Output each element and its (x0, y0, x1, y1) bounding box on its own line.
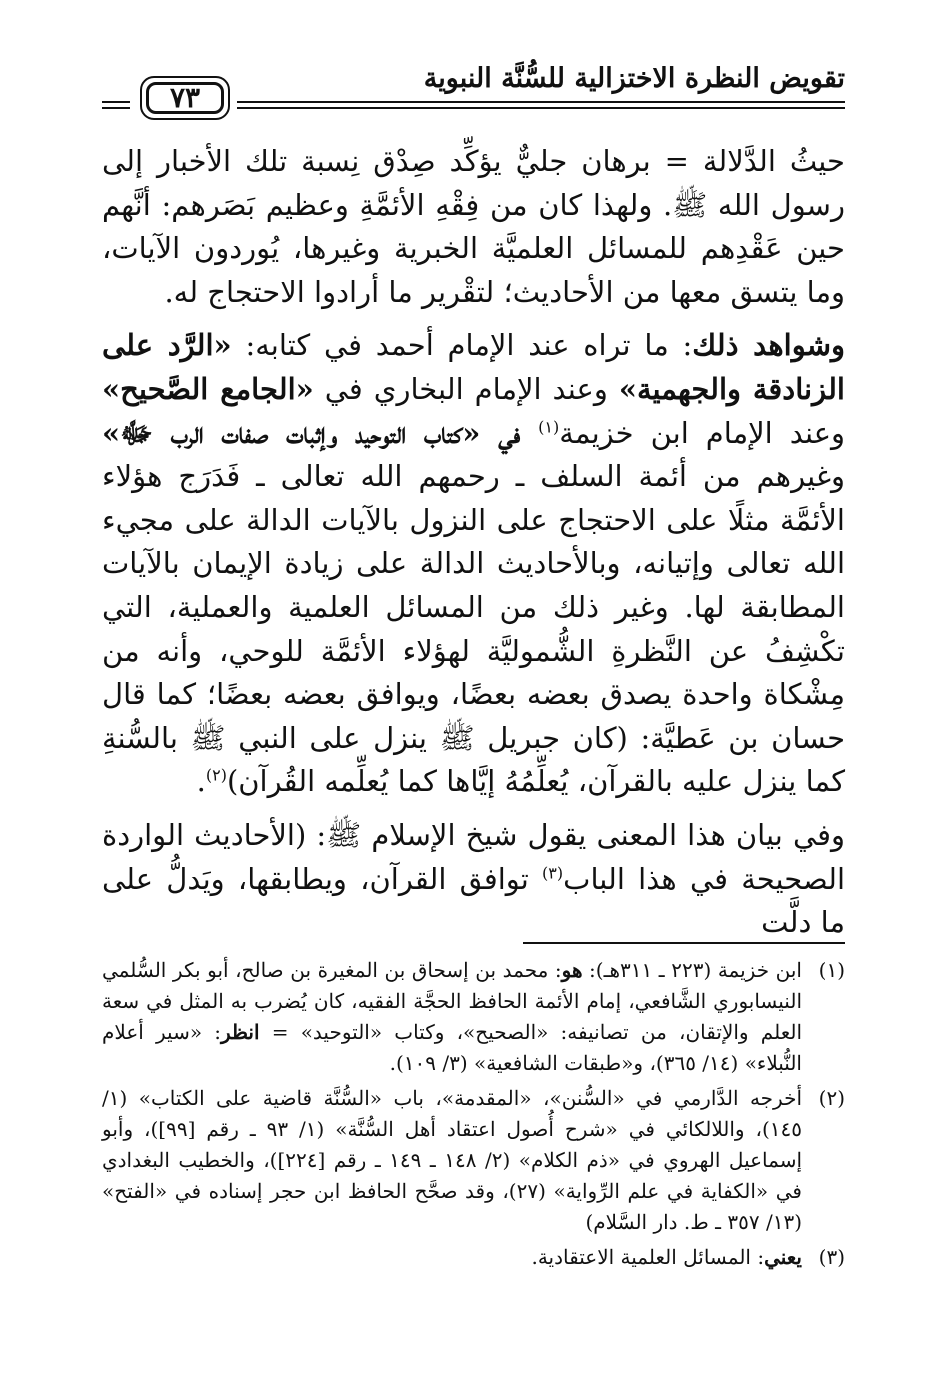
header-rule-left-top (102, 101, 130, 103)
paragraph-2-text: في (480, 415, 539, 450)
paragraph-1 (102, 140, 845, 314)
footnote-text: : «سير أعلام النُّبلاء» (١٤/ ٣٦٥)، و«طبقات الشافعية» (٣/ ١٠٩). (102, 1020, 802, 1075)
paragraph-2-text: : ما تراه عند الإمام أحمد في كتابه: (231, 328, 693, 363)
paragraph-2 (102, 324, 845, 804)
footnote-text: ابن خزيمة (٢٢٣ ـ ٣١١هـ): (582, 958, 802, 982)
header-rule-left-bottom (102, 107, 130, 109)
book-title-jami: «الجامع الصَّحيح» (102, 371, 314, 406)
footnote-text: أخرجه الدَّارمي في «السُّنن»، «المقدمة»، باب «السُّنَّة قاضية على الكتاب» (١/ ١٤٥)، واللالكائي في «شرح أُصول اعتقاد أهل السُّنَّة» (١/ ٩٣ ـ رقم [٩٩])، وأبو إسماعيل الهروي في «ذم الكلام» (٢/ ١٤٨ ـ ١٤٩ ـ رقم [٢٢٤])، والخطيب البغدادي في «الكفاية في علم الرِّواية» (٢٧)، وقد صحَّح الحافظ ابن حجر إسناده في «الفتح» (١٣/ ٣٥٧ ـ ط. دار السَّلام) (102, 1086, 803, 1234)
footnote-bold: هو (561, 958, 583, 982)
page-number-frame (140, 76, 230, 120)
footnote-text: : محمد بن إسحاق بن المغيرة بن صالح، أبو بكر السُّلمي النيسابوري الشَّافعي، إمام الأئمة الحافظ الحجَّة الفقيه، كان يُضرب به المثل في سعة العلم والإتقان، من تصانيفه: «الصحيح»، وكتاب «التوحيد» = (102, 958, 802, 1044)
paragraph-2-text: وعند الإمام البخاري في (313, 371, 619, 406)
footnote-ref-2[interactable]: (٢) (205, 765, 227, 785)
paragraph-2-text: . (196, 764, 206, 799)
footnote-separator (523, 942, 845, 944)
header-rule-top (237, 101, 845, 103)
paragraph-2-text: وعند الإمام ابن خزيمة (559, 415, 845, 450)
footnote-2 (102, 1083, 845, 1238)
footnote-bold: يعني (764, 1245, 802, 1269)
footnote-text: : المسائل العلمية الاعتقادية. (531, 1245, 765, 1269)
paragraph-3 (102, 814, 845, 945)
main-text (102, 140, 845, 945)
header-title: تقويض النظرة الاختزالية للسُّنَّة النبوية (423, 63, 845, 94)
paragraph-2-lead: وشواهد ذلك (692, 328, 845, 363)
footnote-3 (102, 1242, 845, 1273)
paragraph-1-text: حيثُ الدَّلالة = برهان جليٌّ يؤكِّد صِدْق نِسبة تلك الأخبار إلى رسول الله ﷺ. ولهذا كان من فِقْهِ الأئمَّةِ وعظيم بَصَرهم: أنَّهم حين عَقْدِهم للمسائل العلميَّة الخبرية وغيرها، يُوردون الآيات، وما يتسق معها من الأحاديث؛ لتقْرير ما أرادوا الاحتجاج له. (102, 144, 845, 309)
running-header (102, 62, 845, 126)
footnote-number: (٢) (818, 1086, 845, 1110)
paragraph-3-text: توافق القرآن، ويطابقها، ويَدلُّ على ما دلَّت (102, 861, 845, 940)
footnote-bold: انظر (220, 1020, 260, 1044)
paragraph-2-text: وغيرهم من أئمة السلف ـ رحمهم الله تعالى ـ فَدَرَج هؤلاء الأئمَّة مثلًا على الاحتجاج على النزول بالآيات الدالة على مجيء الله تعالى وإتيانه، وبالأحاديث الدالة على زيادة الإيمان بالآيات المطابقة لها. وغير ذلك من المسائل العلمية والعملية، التي تكْشِفُ عن النَّظرةِ الشُّموليَّة لهؤلاء الأئمَّة للوحي، وأنه من مِشْكاة واحدة يصدق بعضه بعضًا، ويوافق بعضه بعضًا؛ كما قال حسان بن عَطيَّة: (كان جبريل ﷺ ينزل على النبي ﷺ بالسُّنةِ كما ينزل عليه بالقرآن، يُعلِّمُهُ إيَّاها كما يُعلِّمه القُرآن) (102, 459, 845, 799)
footnote-number: (٣) (818, 1245, 845, 1269)
footnotes (102, 955, 845, 1277)
page-number: ٧٣ (146, 82, 224, 114)
footnote-ref-3[interactable]: (٣) (542, 862, 564, 882)
footnote-1 (102, 955, 845, 1079)
paragraph-3-text: وفي بيان هذا المعنى يقول شيخ الإسلام ﷺ: (الأحاديث الواردة الصحيحة في هذا الباب (102, 817, 845, 896)
book-title-tawhid: «كتاب التوحيد وإثبات صفات الرب ﷻ» (102, 415, 481, 450)
book-title-radd: «الرَّد على الزنادقة والجهمية» (102, 328, 845, 406)
header-rule-bottom (237, 107, 845, 109)
footnote-number: (١) (818, 958, 845, 982)
footnote-ref-1[interactable]: (١) (538, 416, 560, 436)
